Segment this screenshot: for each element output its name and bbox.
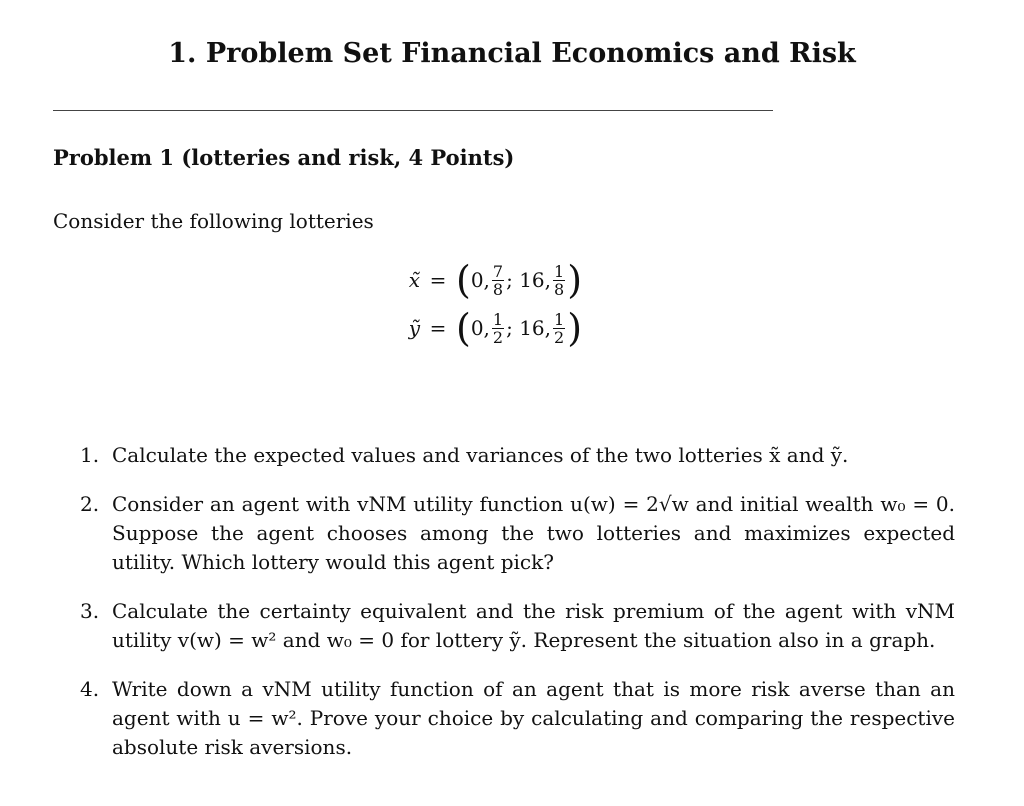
lottery-y — [400, 304, 582, 352]
probability-2 — [553, 311, 565, 346]
question-number: 3. — [80, 599, 100, 623]
intro-text: Consider the following lotteries — [53, 209, 374, 233]
problem-heading: Problem 1 (lotteries and risk, 4 Points) — [53, 145, 515, 170]
question-item — [80, 675, 955, 762]
lottery-x — [400, 256, 582, 304]
question-item — [80, 441, 955, 470]
fraction-denominator: 8 — [492, 279, 504, 299]
fraction-numerator: 1 — [492, 309, 504, 329]
question-number: 4. — [80, 677, 100, 701]
fraction-numerator: 1 — [554, 261, 565, 281]
outcome-a: 0, — [470, 268, 490, 292]
open-paren: ( — [456, 306, 471, 350]
lottery-definitions — [400, 256, 582, 352]
outcome-separator: ; 16, — [506, 268, 552, 292]
probability-2 — [553, 263, 565, 298]
question-text: Consider an agent with vNM utility function u(w) = 2√w and initial wealth w₀ = 0. Suppose the agent chooses among the two lotteries and maximizes expected utility. Which lottery would this agent pick? — [112, 492, 955, 574]
question-list — [80, 441, 955, 782]
question-text: Calculate the certainty equivalent and the risk premium of the agent with vNM utility v(w) = w² and w₀ = 0 for lottery ỹ. Represent the situation also in a graph. — [112, 599, 955, 652]
probability-1 — [492, 263, 504, 298]
question-item — [80, 597, 955, 655]
question-number: 2. — [80, 492, 100, 516]
outcome-separator: ; 16, — [506, 316, 552, 340]
close-paren: ) — [567, 258, 583, 302]
question-number: 1. — [80, 443, 100, 467]
question-item — [80, 490, 955, 577]
open-paren: ( — [456, 258, 471, 302]
fraction-numerator: 7 — [492, 261, 504, 281]
question-text: Calculate the expected values and variances of the two lotteries x̃ and ỹ. — [112, 443, 849, 467]
equals-sign: = — [429, 268, 447, 292]
fraction-denominator: 2 — [492, 327, 504, 347]
fraction-denominator: 2 — [554, 327, 565, 347]
probability-1 — [492, 311, 504, 346]
lottery-variable: ỹ — [408, 316, 420, 340]
outcome-a: 0, — [470, 316, 490, 340]
lottery-variable: x̃ — [408, 268, 420, 292]
fraction-numerator: 1 — [554, 309, 565, 329]
title-divider — [53, 110, 773, 111]
fraction-denominator: 8 — [554, 279, 565, 299]
equals-sign: = — [429, 316, 447, 340]
question-text: Write down a vNM utility function of an agent that is more risk averse than an agent with u = w². Prove your choice by calculating and comparing the respective absolute risk aversions. — [112, 677, 955, 759]
close-paren: ) — [567, 306, 583, 350]
page-title: 1. Problem Set Financial Economics and Risk — [168, 38, 856, 69]
